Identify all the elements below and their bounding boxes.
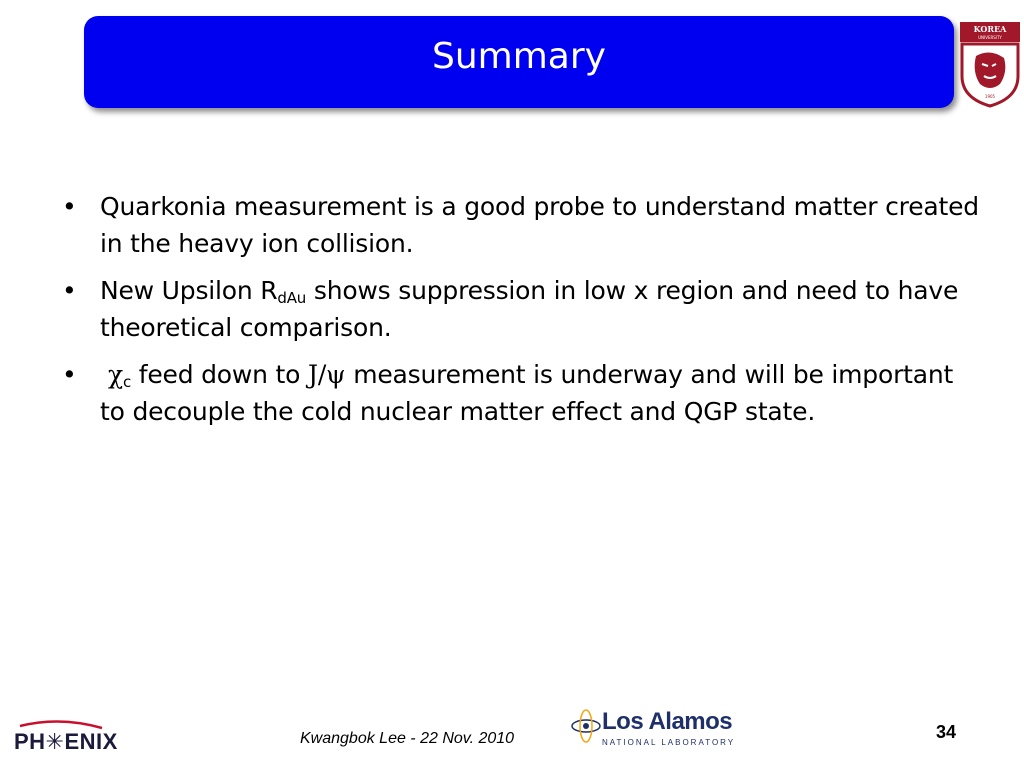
bullet-text-after: shows suppression in low x region and need to have theoretical comparison. <box>100 276 959 342</box>
slide-title: Summary <box>432 35 606 77</box>
title-bar <box>84 16 954 108</box>
los-alamos-text: Los Alamos <box>602 708 733 735</box>
korea-logo-year: 1905 <box>984 94 996 99</box>
jpsi-symbol: J/ψ <box>308 360 346 389</box>
bullet-item-3 <box>60 356 980 430</box>
los-alamos-subtext: NATIONAL LABORATORY <box>602 738 736 747</box>
los-alamos-logo <box>570 702 736 754</box>
phenix-logo <box>10 716 130 756</box>
greek-chi: χ <box>108 360 123 389</box>
page-number: 34 <box>936 722 957 742</box>
tiger-crest-icon <box>975 52 1006 88</box>
bullet-marker: • <box>62 276 77 305</box>
bullet-text: Quarkonia measurement is a good probe to understand matter created in the heavy ion collision. <box>100 192 979 258</box>
bullet-item-1 <box>60 188 980 262</box>
bullet-text-after: measurement is underway and will be important to decouple the cold nuclear matter effect and QGP state. <box>100 360 954 426</box>
bullet-text-before: New Upsilon R <box>100 276 278 305</box>
korea-logo-top: KOREA <box>973 24 1007 34</box>
atom-orbit-icon <box>570 702 604 752</box>
bullet-text-middle: feed down to <box>131 360 308 389</box>
korea-university-logo <box>958 20 1022 108</box>
subscript-dau: dAu <box>277 289 307 307</box>
footer-author: Kwangbok Lee - 22 Nov. 2010 <box>300 730 515 747</box>
bullet-list <box>60 188 980 440</box>
bullet-marker: • <box>62 360 77 389</box>
bullet-item-2 <box>60 272 980 346</box>
subscript-c: c <box>122 373 132 391</box>
bullet-marker: • <box>62 192 77 221</box>
phenix-logo-text: PH✳ENIX <box>14 729 118 754</box>
korea-logo-sub: UNIVERSITY <box>978 35 1002 40</box>
